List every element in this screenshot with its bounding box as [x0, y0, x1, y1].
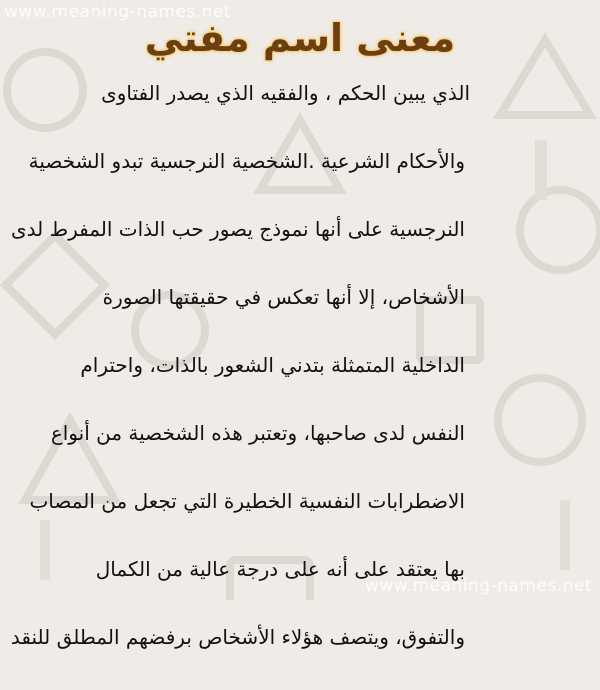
- watermark-top: www.meaning-names.net: [4, 2, 232, 22]
- text-line: والتفوق، ويتصف هؤلاء الأشخاص برفضهم المطلق للنقد: [10, 625, 465, 649]
- text-line: النفس لدى صاحبها، وتعتبر هذه الشخصية من أنواع: [50, 421, 465, 445]
- text-line: النرجسية على أنها نموذج يصور حب الذات المفرط لدى: [10, 217, 465, 241]
- text-line: الأشخاص، إلا أنها تعكس في حقيقتها الصورة: [102, 285, 465, 309]
- page-title: معنى اسم مفتي: [144, 16, 456, 60]
- text-line: بها يعتقد على أنه على درجة عالية من الكمال: [95, 557, 465, 581]
- text-line: الداخلية المتمثلة بتدني الشعور بالذات، واحترام: [80, 353, 465, 377]
- name-meaning-text: [10, 78, 470, 690]
- watermark-bottom: www.meaning-names.net: [364, 576, 592, 596]
- text-line: الذي يبين الحكم ، والفقيه الذي يصدر الفتاوى: [101, 81, 470, 105]
- text-line: والأحكام الشرعية .الشخصية النرجسية تبدو الشخصية: [28, 149, 465, 173]
- text-line: الاضطرابات النفسية الخطيرة التي تجعل من المصاب: [29, 489, 465, 513]
